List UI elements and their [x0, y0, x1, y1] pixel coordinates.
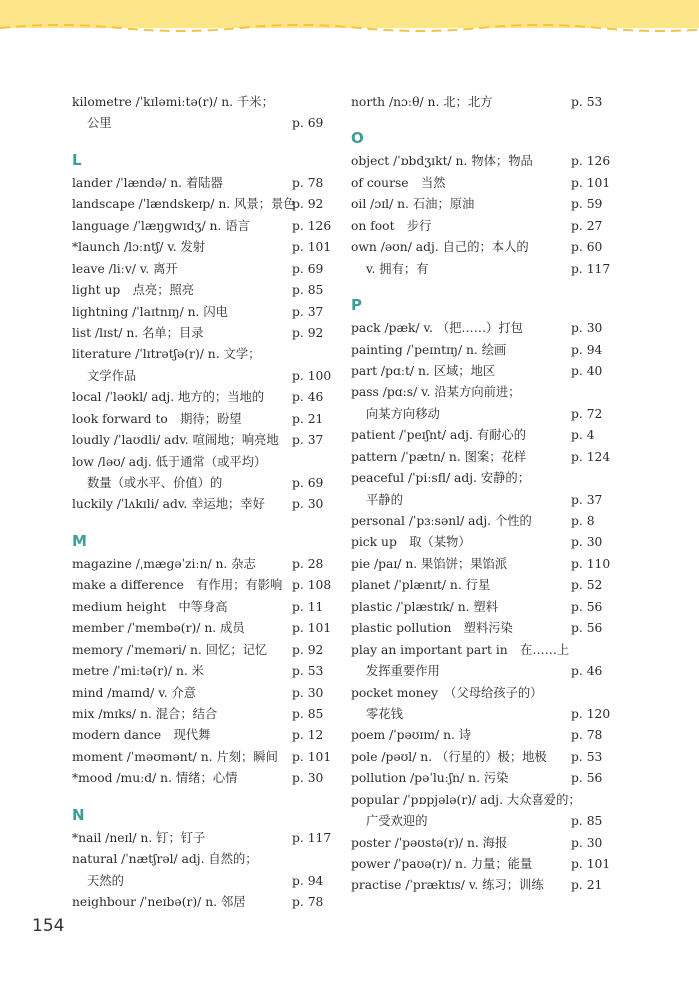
entry-page-ref: p. 126 — [292, 218, 332, 233]
entry-text: practise /ˈpræktɪs/ v. 练习；训练 — [351, 878, 544, 893]
glossary-entry — [351, 532, 611, 553]
glossary-entry — [351, 340, 611, 361]
glossary-entry — [72, 452, 322, 473]
entry-text: mix /mɪks/ n. 混合；结合 — [72, 706, 218, 721]
section-letter: P — [351, 296, 362, 315]
entry-text: 天然的 — [87, 873, 124, 888]
glossary-entry — [351, 854, 611, 875]
entry-text: local /ˈləʊkl/ adj. 地方的；当地的 — [72, 390, 265, 405]
glossary-left-column — [72, 92, 332, 913]
entry-text: make a difference 有作用；有影响 — [72, 578, 283, 593]
glossary-entry — [72, 618, 332, 639]
glossary-entry — [72, 892, 322, 913]
entry-page-ref: p. 8 — [571, 514, 595, 528]
entry-text: own /əʊn/ adj. 自己的；本人的 — [351, 240, 529, 255]
entry-text: light up 点亮；照亮 — [72, 283, 195, 298]
entry-text: magazine /ˌmæɡəˈziːn/ n. 杂志 — [72, 556, 256, 571]
entry-text: medium height 中等身高 — [72, 599, 228, 614]
entry-text: pole /pəʊl/ n. （行星的）极；地极 — [351, 749, 547, 764]
entry-page-ref: p. 101 — [571, 175, 611, 190]
glossary-entry — [72, 173, 322, 194]
glossary-entry — [72, 344, 322, 365]
entry-text: mind /maɪnd/ v. 介意 — [72, 685, 197, 700]
entry-text: landscape /ˈlændskeɪp/ n. 风景；景色 — [72, 197, 296, 212]
entry-page-ref: p. 53 — [571, 749, 603, 764]
entry-text: 发挥重要作用 — [366, 664, 440, 679]
entry-text: pattern /ˈpætn/ n. 图案；花样 — [351, 449, 527, 464]
glossary-entry — [351, 811, 611, 832]
entry-page-ref: p. 101 — [292, 621, 332, 636]
entry-page-ref: p. 72 — [571, 406, 603, 421]
entry-page-ref: p. 92 — [292, 325, 324, 340]
entry-text: power /ˈpaʊə(r)/ n. 力量；能量 — [351, 857, 533, 871]
glossary-entry — [351, 382, 611, 403]
glossary-entry — [72, 494, 322, 515]
entry-page-ref: p. 78 — [571, 728, 603, 743]
glossary-entry — [351, 404, 611, 425]
entry-page-ref: p. 60 — [571, 240, 603, 255]
section-letter: N — [72, 805, 85, 824]
entry-page-ref: p. 11 — [292, 599, 324, 614]
entry-text: plastic /ˈplæstɪk/ n. 塑料 — [351, 599, 499, 614]
entry-text: on foot 步行 — [351, 218, 432, 233]
entry-text: pick up 取（某物） — [351, 535, 471, 550]
entry-page-ref: p. 101 — [292, 749, 332, 764]
top-decorative-band — [0, 0, 699, 34]
entry-page-ref: p. 78 — [292, 895, 324, 909]
glossary-entry — [351, 259, 611, 280]
glossary-entry — [351, 237, 611, 258]
entry-text: pocket money （父母给孩子的） — [351, 685, 543, 700]
section-heading — [72, 147, 322, 173]
entry-page-ref: p. 30 — [571, 321, 603, 336]
entry-text: object /ˈɒbdʒɪkt/ n. 物体；物品 — [351, 154, 533, 169]
entry-text: 文学作品 — [87, 368, 137, 383]
glossary-entry — [72, 575, 332, 596]
entry-text: poem /ˈpəʊɪm/ n. 诗 — [351, 728, 472, 743]
entry-page-ref: p. 28 — [292, 556, 324, 571]
glossary-entry — [72, 849, 322, 870]
entry-page-ref: p. 37 — [292, 433, 324, 448]
entry-page-ref: p. 21 — [571, 878, 603, 893]
entry-page-ref: p. 30 — [571, 535, 603, 550]
entry-page-ref: p. 53 — [571, 95, 603, 109]
entry-page-ref: p. 120 — [571, 706, 611, 721]
entry-page-ref: p. 56 — [571, 621, 603, 636]
glossary-entry — [72, 323, 322, 344]
glossary-entry — [72, 704, 322, 725]
entry-text: *mood /muːd/ n. 情绪；心情 — [72, 771, 238, 786]
glossary-entry — [351, 468, 611, 489]
glossary-entry — [351, 361, 611, 382]
entry-page-ref: p. 117 — [571, 261, 611, 276]
entry-text: luckily /ˈlʌkɪli/ adv. 幸运地；幸好 — [72, 497, 265, 512]
entry-page-ref: p. 85 — [292, 706, 324, 721]
glossary-right-column — [351, 92, 611, 897]
entry-text: natural /ˈnætʃrəl/ adj. 自然的； — [72, 852, 258, 867]
glossary-entry — [351, 875, 611, 896]
entry-page-ref: p. 100 — [292, 368, 332, 383]
glossary-entry — [72, 430, 322, 451]
entry-page-ref: p. 30 — [292, 497, 324, 512]
entry-page-ref: p. 110 — [571, 556, 611, 571]
entry-text: north /nɔːθ/ n. 北；北方 — [351, 95, 493, 109]
entry-text: plastic pollution 塑料污染 — [351, 621, 513, 636]
glossary-entry — [351, 661, 611, 682]
glossary-entry — [72, 237, 332, 258]
glossary-entry — [351, 216, 611, 237]
entry-text: oil /ɔɪl/ n. 石油；原油 — [351, 197, 475, 212]
entry-page-ref: p. 27 — [571, 218, 603, 233]
entry-text: look forward to 期待；盼望 — [72, 411, 242, 426]
entry-text: memory /ˈmeməri/ n. 回忆；记忆 — [72, 642, 268, 657]
entry-text: metre /ˈmiːtə(r)/ n. 米 — [72, 664, 204, 679]
entry-text: v. 拥有；有 — [366, 261, 429, 276]
glossary-entry — [72, 871, 322, 892]
entry-text: *launch /lɔːntʃ/ v. 发射 — [72, 240, 206, 255]
entry-page-ref: p. 85 — [571, 814, 603, 829]
section-letter: O — [351, 129, 364, 148]
entry-text: pack /pæk/ v. （把……）打包 — [351, 321, 523, 336]
entry-text: kilometre /ˈkɪləmiːtə(r)/ n. 千米； — [72, 95, 274, 109]
entry-text: 零花钱 — [366, 706, 403, 721]
entry-page-ref: p. 21 — [292, 411, 324, 426]
section-heading — [72, 528, 322, 554]
entry-text: poster /ˈpəʊstə(r)/ n. 海报 — [351, 835, 508, 850]
entry-text: low /ləʊ/ adj. 低于通常（或平均） — [72, 454, 267, 469]
glossary-entry — [351, 725, 611, 746]
entry-page-ref: p. 124 — [571, 449, 611, 464]
entry-text: literature /ˈlɪtrətʃə(r)/ n. 文学； — [72, 347, 261, 362]
glossary-entry — [72, 92, 322, 113]
glossary-entry — [72, 640, 322, 661]
entry-page-ref: p. 126 — [571, 154, 611, 169]
entry-page-ref: p. 85 — [292, 283, 324, 298]
entry-page-ref: p. 4 — [571, 428, 595, 443]
entry-page-ref: p. 46 — [571, 664, 603, 679]
entry-text: language /ˈlæŋɡwɪdʒ/ n. 语言 — [72, 218, 250, 233]
entry-text: lightning /ˈlaɪtnɪŋ/ n. 闪电 — [72, 304, 228, 319]
entry-text: member /ˈmembə(r)/ n. 成员 — [72, 621, 245, 636]
glossary-entry — [351, 425, 611, 446]
entry-page-ref: p. 92 — [292, 197, 324, 212]
glossary-entry — [72, 597, 322, 618]
entry-page-ref: p. 37 — [292, 304, 324, 319]
entry-text: loudly /ˈlaʊdli/ adv. 喧闹地；响亮地 — [72, 433, 279, 448]
entry-text: 平静的 — [366, 492, 403, 507]
entry-page-ref: p. 37 — [571, 492, 603, 507]
glossary-entry — [351, 704, 611, 725]
glossary-entry — [72, 768, 322, 789]
section-letter: M — [72, 531, 87, 550]
band-fill — [0, 0, 699, 28]
glossary-entry — [351, 194, 611, 215]
page-number: 154 — [32, 916, 65, 936]
glossary-entry — [351, 618, 611, 639]
entry-page-ref: p. 53 — [292, 664, 324, 679]
glossary-entry — [72, 194, 322, 215]
glossary-entry — [351, 597, 611, 618]
glossary-entry — [72, 725, 322, 746]
entry-page-ref: p. 56 — [571, 599, 603, 614]
entry-text: neighbour /ˈneɪbə(r)/ n. 邻居 — [72, 895, 246, 909]
glossary-entry — [72, 302, 322, 323]
entry-text: *nail /neɪl/ n. 钉；钉子 — [72, 830, 206, 845]
entry-text: 广受欢迎的 — [366, 814, 428, 829]
glossary-entry — [72, 828, 332, 849]
entry-text: popular /ˈpɒpjələ(r)/ adj. 大众喜爱的； — [351, 792, 581, 807]
entry-page-ref: p. 94 — [292, 873, 324, 888]
glossary-entry — [351, 151, 611, 172]
entry-page-ref: p. 56 — [571, 771, 603, 786]
entry-text: part /pɑːt/ n. 区域；地区 — [351, 363, 496, 378]
glossary-entry — [72, 280, 322, 301]
glossary-entry — [72, 387, 322, 408]
glossary-entry — [351, 747, 611, 768]
entry-page-ref: p. 59 — [571, 197, 603, 212]
glossary-entry — [351, 790, 611, 811]
glossary-entry — [72, 259, 322, 280]
entry-text: pass /pɑːs/ v. 沿某方向前进； — [351, 385, 521, 400]
glossary-entry — [351, 490, 611, 511]
glossary-entry — [72, 747, 332, 768]
entry-page-ref: p. 52 — [571, 578, 603, 593]
entry-text: patient /ˈpeɪʃnt/ adj. 有耐心的 — [351, 428, 527, 443]
glossary-entry — [351, 683, 611, 704]
entry-text: lander /ˈlændə/ n. 着陆器 — [72, 175, 223, 190]
entry-page-ref: p. 40 — [571, 363, 603, 378]
glossary-entry — [72, 554, 322, 575]
glossary-entry — [351, 318, 611, 339]
entry-page-ref: p. 69 — [292, 116, 324, 131]
glossary-entry — [351, 575, 611, 596]
glossary-entry — [72, 113, 322, 134]
glossary-entry — [72, 216, 332, 237]
entry-page-ref: p. 117 — [292, 830, 332, 845]
entry-page-ref: p. 108 — [292, 578, 332, 593]
entry-page-ref: p. 92 — [292, 642, 324, 657]
entry-page-ref: p. 30 — [571, 835, 603, 850]
entry-text: planet /ˈplænɪt/ n. 行星 — [351, 578, 491, 593]
entry-text: pie /paɪ/ n. 果馅饼；果馅派 — [351, 556, 508, 571]
glossary-entry — [351, 92, 611, 113]
glossary-entry — [72, 409, 322, 430]
glossary-entry — [351, 511, 611, 532]
entry-text: list /lɪst/ n. 名单；目录 — [72, 325, 204, 340]
entry-text: of course 当然 — [351, 175, 446, 190]
entry-text: play an important part in 在……上 — [351, 642, 570, 657]
glossary-entry — [72, 473, 322, 494]
glossary-entry — [72, 683, 322, 704]
glossary-entry — [351, 554, 611, 575]
entry-page-ref: p. 30 — [292, 685, 324, 700]
glossary-entry — [351, 173, 611, 194]
glossary-entry — [72, 366, 332, 387]
entry-page-ref: p. 94 — [571, 342, 603, 357]
entry-text: personal /ˈpɜːsənl/ adj. 个性的 — [351, 514, 532, 528]
entry-text: moment /ˈməʊmənt/ n. 片刻；瞬间 — [72, 749, 278, 764]
section-heading — [72, 802, 322, 828]
glossary-entry — [351, 833, 611, 854]
entry-text: leave /liːv/ v. 离开 — [72, 261, 178, 276]
entry-text: 公里 — [87, 116, 112, 131]
entry-page-ref: p. 69 — [292, 261, 324, 276]
section-heading — [351, 125, 611, 151]
entry-page-ref: p. 69 — [292, 476, 324, 490]
glossary-entry — [351, 768, 611, 789]
entry-text: 数量（或水平、价值）的 — [87, 476, 223, 490]
entry-page-ref: p. 12 — [292, 728, 324, 743]
entry-text: modern dance 现代舞 — [72, 728, 211, 743]
entry-text: peaceful /ˈpiːsfl/ adj. 安静的； — [351, 471, 531, 486]
entry-page-ref: p. 78 — [292, 175, 324, 190]
entry-page-ref: p. 30 — [292, 771, 324, 786]
section-heading — [351, 292, 611, 318]
entry-text: pollution /pəˈluːʃn/ n. 污染 — [351, 771, 509, 786]
entry-text: painting /ˈpeɪntɪŋ/ n. 绘画 — [351, 342, 507, 357]
entry-text: 向某方向移动 — [366, 406, 440, 421]
glossary-entry — [72, 661, 322, 682]
glossary-entry — [351, 640, 611, 661]
entry-page-ref: p. 46 — [292, 390, 324, 405]
entry-page-ref: p. 101 — [571, 857, 611, 871]
section-letter: L — [72, 150, 82, 169]
glossary-entry — [351, 447, 611, 468]
entry-page-ref: p. 101 — [292, 240, 332, 255]
